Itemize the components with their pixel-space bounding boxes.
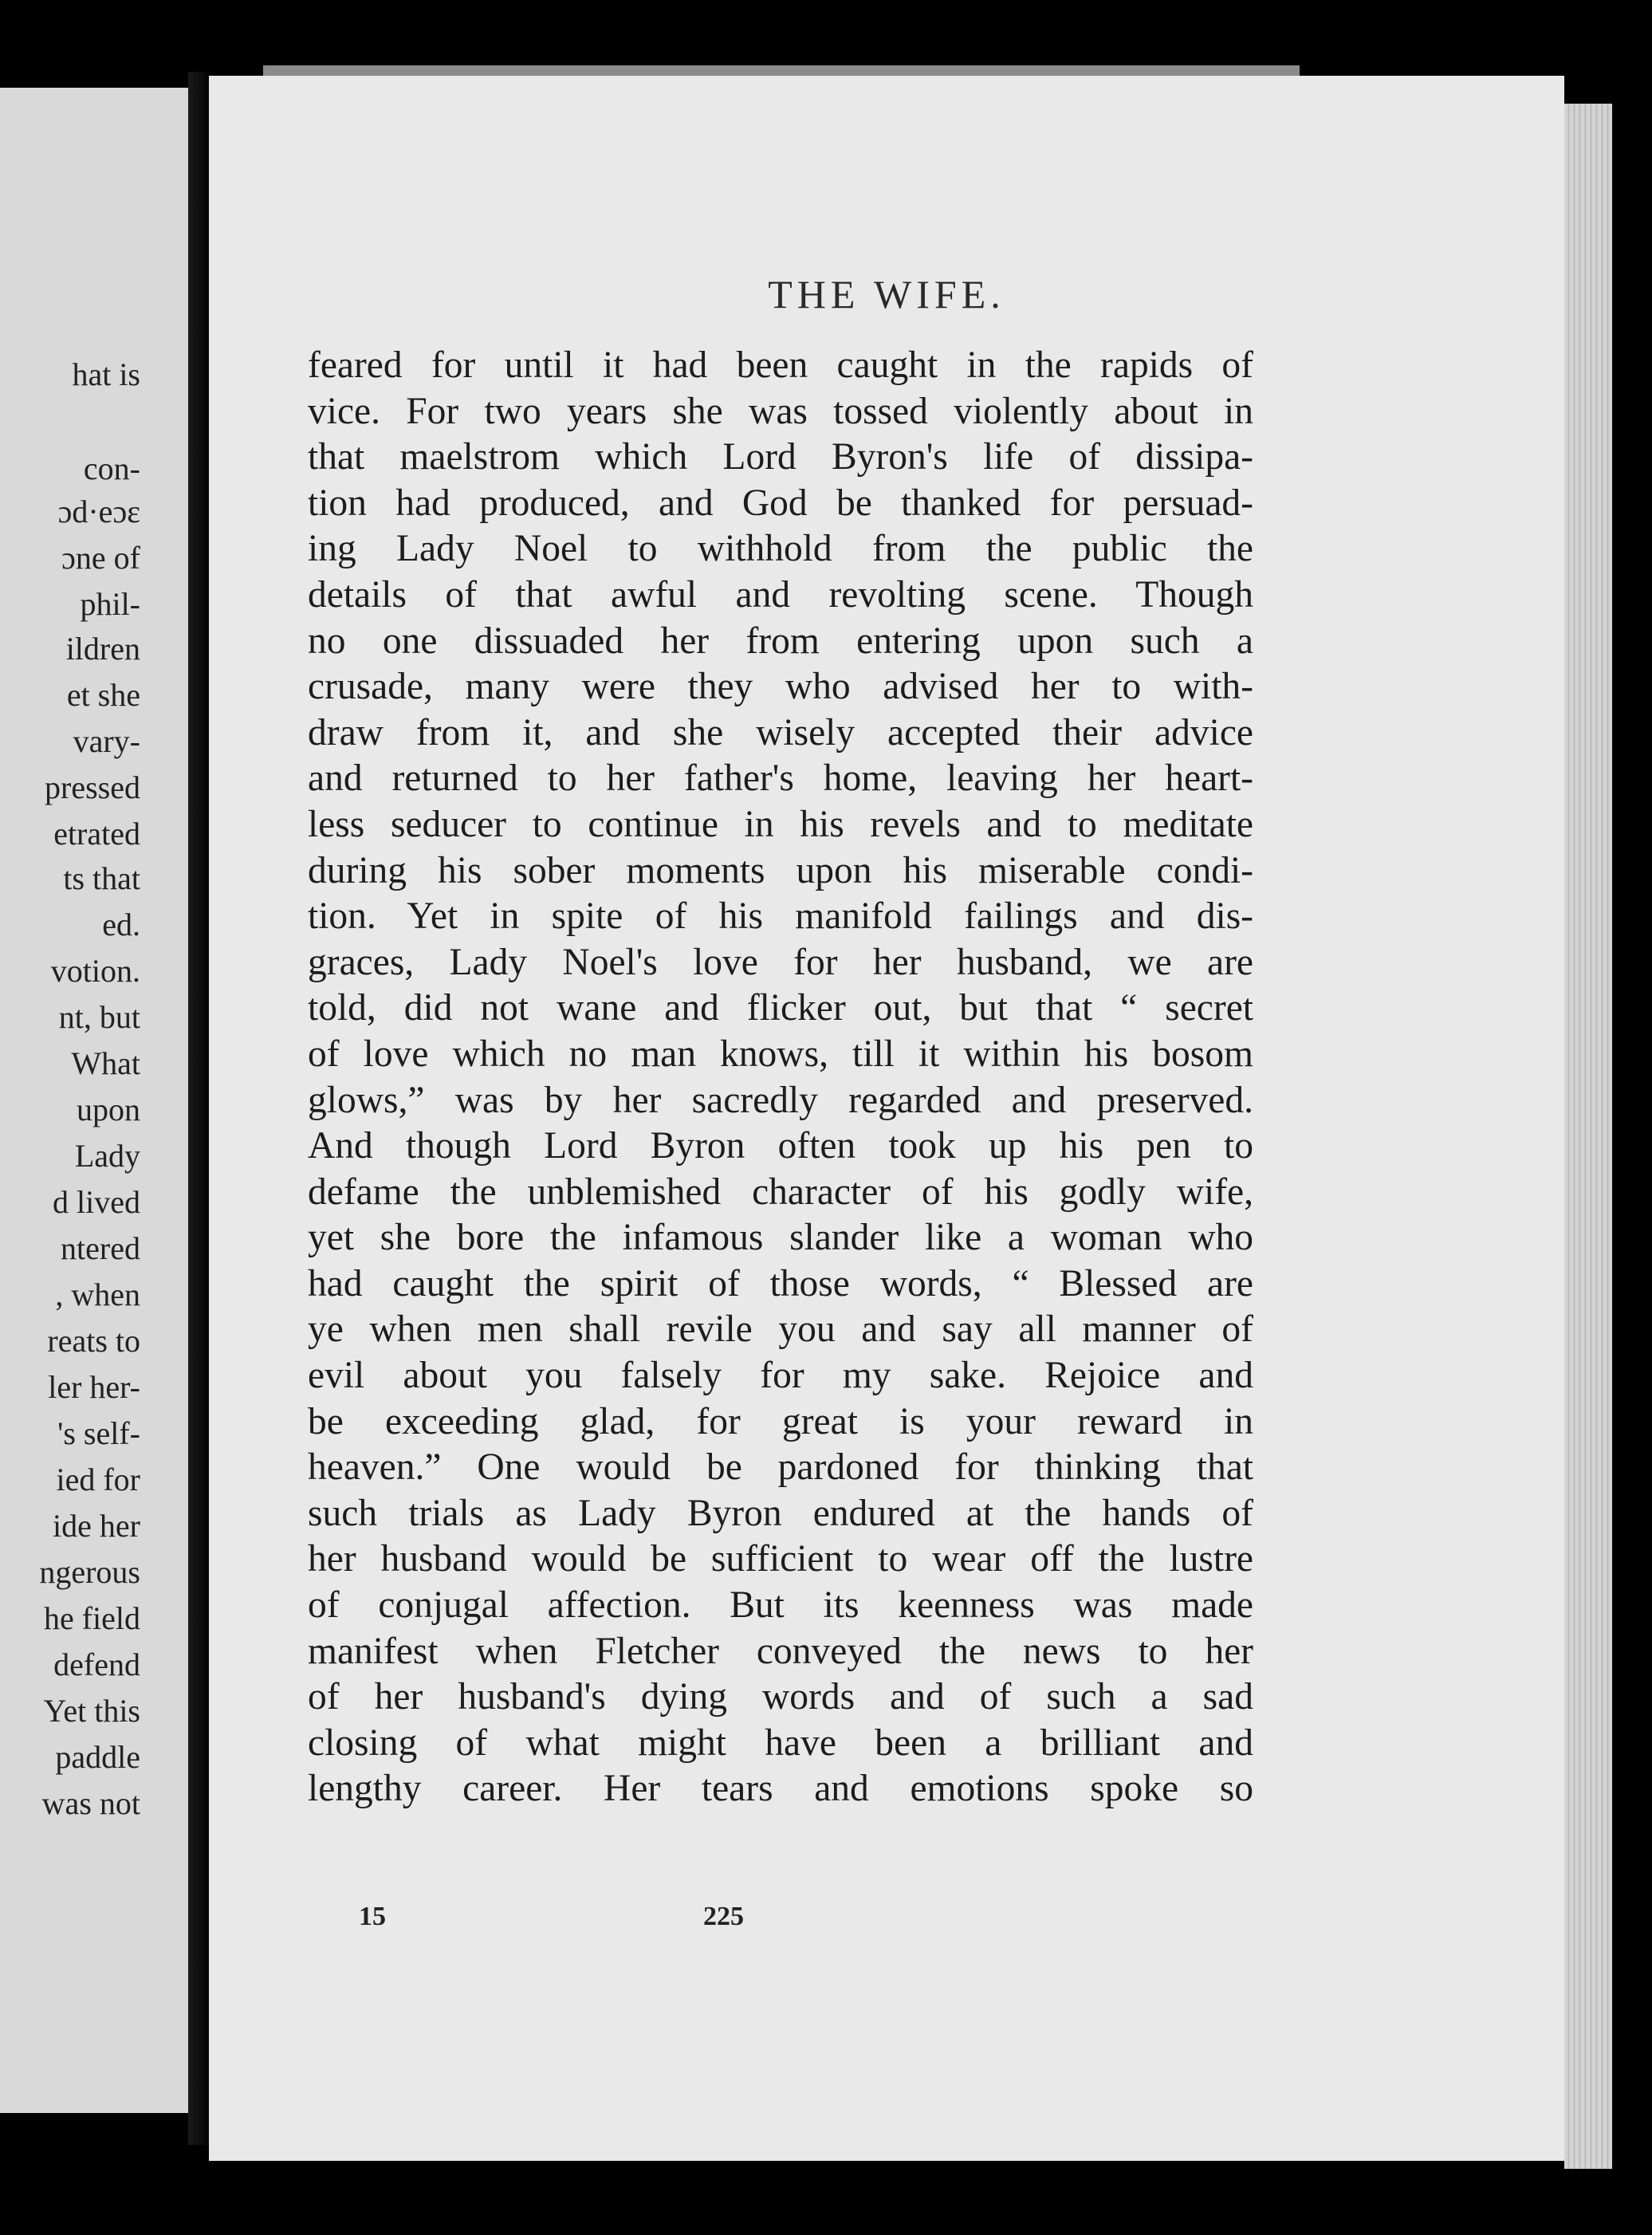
- page-number: 225: [703, 1902, 744, 1931]
- text-line: feared for until it had been caught in the rapids of: [308, 344, 1253, 386]
- running-head: THE WIFE.: [768, 272, 1005, 317]
- left-page-fragment: et she: [66, 677, 140, 713]
- page-edges: [1564, 104, 1612, 2169]
- text-line: such trials as Lady Byron endured at the hands of: [308, 1492, 1253, 1534]
- signature-mark: 15: [359, 1902, 386, 1931]
- left-page-fragment: d lived: [53, 1184, 140, 1220]
- left-page-fragment: vary-: [73, 723, 140, 759]
- text-line: crusade, many were they who advised her to with-: [308, 666, 1253, 708]
- left-page-fragment: votion.: [50, 953, 140, 989]
- left-page-fragment: upon: [77, 1092, 140, 1127]
- text-line: of her husband's dying words and of such a sad: [308, 1676, 1253, 1718]
- left-page-fragment: ide her: [53, 1508, 140, 1544]
- left-page-fragment: Lady: [74, 1138, 140, 1174]
- text-line: yet she bore the infamous slander like a woman who: [308, 1217, 1253, 1259]
- left-page-fragment: was not: [41, 1785, 140, 1821]
- left-page-fragment: ied for: [56, 1462, 140, 1497]
- left-page-fragment: he field: [43, 1600, 140, 1636]
- text-line: lengthy career. Her tears and emotions spoke so: [308, 1768, 1253, 1810]
- book-gutter: [188, 72, 209, 2145]
- left-page-fragment: pressed: [45, 769, 140, 805]
- text-line: tion. Yet in spite of his manifold failings and dis-: [308, 895, 1253, 938]
- left-page-fragment: nt, but: [58, 999, 140, 1035]
- left-page-fragment: 's self-: [57, 1415, 140, 1451]
- text-line: of conjugal affection. But its keenness was made: [308, 1584, 1253, 1627]
- text-line: draw from it, and she wisely accepted their advice: [308, 711, 1253, 754]
- left-page-fragment: etrated: [53, 816, 140, 852]
- text-line: glows,” was by her sacredly regarded and preserved.: [308, 1079, 1253, 1121]
- text-line: and returned to her father's home, leaving her heart-: [308, 757, 1253, 800]
- left-page-fragment: ts that: [63, 860, 140, 896]
- left-page-fragment: ngerous: [39, 1554, 140, 1590]
- left-page-fragment: reats to: [47, 1323, 140, 1359]
- text-line: told, did not wane and flicker out, but that “ secret: [308, 987, 1253, 1029]
- text-line: had caught the spirit of those words, “ Blessed are: [308, 1262, 1253, 1304]
- left-facing-page: [0, 88, 188, 2113]
- text-line: her husband would be sufficient to wear off the lustre: [308, 1538, 1253, 1580]
- left-page-fragment: hat is: [72, 356, 140, 392]
- text-line: of love which no man knows, till it within his bosom: [308, 1033, 1253, 1075]
- body-text: [308, 343, 1253, 1812]
- left-page-fragment: What: [71, 1045, 140, 1081]
- left-page-fragment: ɔne of: [61, 540, 140, 576]
- left-page-fragment: paddle: [55, 1739, 140, 1775]
- left-page-fragment: ɔd·eɔɛ: [57, 494, 140, 529]
- text-line: tion had produced, and God be thanked for persuad-: [308, 482, 1253, 524]
- text-line: that maelstrom which Lord Byron's life of dissipa-: [308, 436, 1253, 478]
- text-line: defame the unblemished character of his godly wife,: [308, 1171, 1253, 1213]
- text-line: evil about you falsely for my sake. Rejoice and: [308, 1355, 1253, 1397]
- text-line: details of that awful and revolting scene. Though: [308, 573, 1253, 616]
- left-page-fragment: , when: [55, 1277, 140, 1312]
- text-line: manifest when Fletcher conveyed the news to her: [308, 1630, 1253, 1672]
- text-line: no one dissuaded her from entering upon such a: [308, 620, 1253, 662]
- left-page-fragment: ntered: [61, 1230, 140, 1266]
- left-page-fragment: con-: [83, 451, 140, 486]
- text-line: during his sober moments upon his miserable condi-: [308, 849, 1253, 891]
- left-page-fragment: phil-: [80, 586, 140, 622]
- text-line: be exceeding glad, for great is your reward in: [308, 1400, 1253, 1442]
- left-page-fragment: ed.: [102, 907, 140, 942]
- text-line: heaven.” One would be pardoned for thinking that: [308, 1446, 1253, 1489]
- text-line: graces, Lady Noel's love for her husband, we are: [308, 941, 1253, 983]
- text-line: vice. For two years she was tossed violently about in: [308, 390, 1253, 432]
- text-line: ing Lady Noel to withhold from the public the: [308, 528, 1253, 570]
- left-page-fragment: ildren: [65, 631, 140, 667]
- text-line: And though Lord Byron often took up his pen to: [308, 1125, 1253, 1167]
- text-line: ye when men shall revile you and say all manner of: [308, 1308, 1253, 1351]
- left-page-fragment: defend: [53, 1647, 140, 1682]
- text-line: less seducer to continue in his revels and to meditate: [308, 803, 1253, 845]
- left-page-fragment: ler her-: [48, 1369, 140, 1405]
- text-line: closing of what might have been a brilliant and: [308, 1722, 1253, 1764]
- left-page-fragment: Yet this: [43, 1693, 140, 1729]
